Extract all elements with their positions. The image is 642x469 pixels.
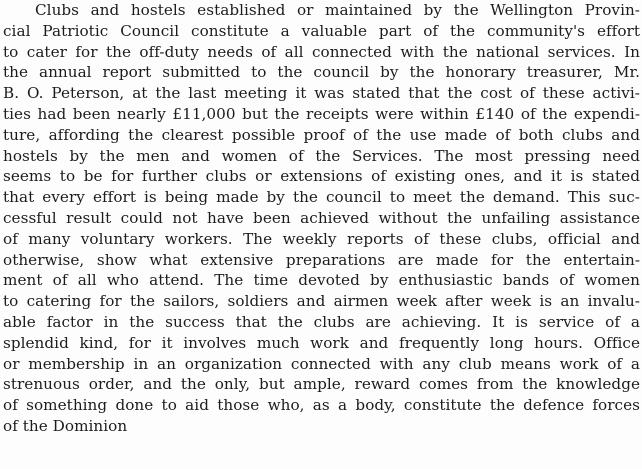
article-line: cial Patriotic Council constitute a valuable part of the community's effort xyxy=(3,21,640,40)
article-line: splendid kind, for it involves much work and frequently long hours. Office xyxy=(3,333,640,352)
article-line: of many voluntary workers. The weekly reports of these clubs, official and xyxy=(3,229,640,248)
article-line: cessful result could not have been achieved without the unfailing assistance xyxy=(3,208,640,227)
article-line: or membership in an organization connected with any club means work of a xyxy=(3,354,640,373)
article-line: to cater for the off-duty needs of all connected with the national services. In xyxy=(3,42,640,61)
article-line: to catering for the sailors, soldiers and airmen week after week is an invalu- xyxy=(3,292,640,311)
article-line: seems to be for further clubs or extensions of existing ones, and it is stated xyxy=(3,167,640,186)
article-line: Clubs and hostels established or maintained by the Wellington Provin- xyxy=(35,1,640,19)
article-line: of the Dominion xyxy=(3,416,128,435)
article-line: ment of all who attend. The time devoted by enthusiastic bands of women xyxy=(3,271,640,290)
article-line: that every effort is being made by the council to meet the demand. This suc- xyxy=(3,188,640,207)
article-line: of something done to aid those who, as a body, constitute the defence forces xyxy=(3,396,640,415)
article-line: hostels by the men and women of the Services. The most pressing need xyxy=(3,146,640,165)
article-line: B. O. Peterson, at the last meeting it was stated that the cost of these activi- xyxy=(3,84,640,103)
article-line: the annual report submitted to the council by the honorary treasurer, Mr. xyxy=(3,63,640,82)
article-line: ties had been nearly £11,000 but the receipts were within £140 of the expendi- xyxy=(3,104,640,123)
article-line: otherwise, show what extensive preparations are made for the entertain- xyxy=(3,250,640,269)
article-line: ture, affording the clearest possible proof of the use made of both clubs and xyxy=(3,125,640,144)
article-line: strenuous order, and the only, but ample, reward comes from the knowledge xyxy=(3,375,640,394)
article-line: able factor in the success that the clubs are achieving. It is service of a xyxy=(3,312,640,331)
